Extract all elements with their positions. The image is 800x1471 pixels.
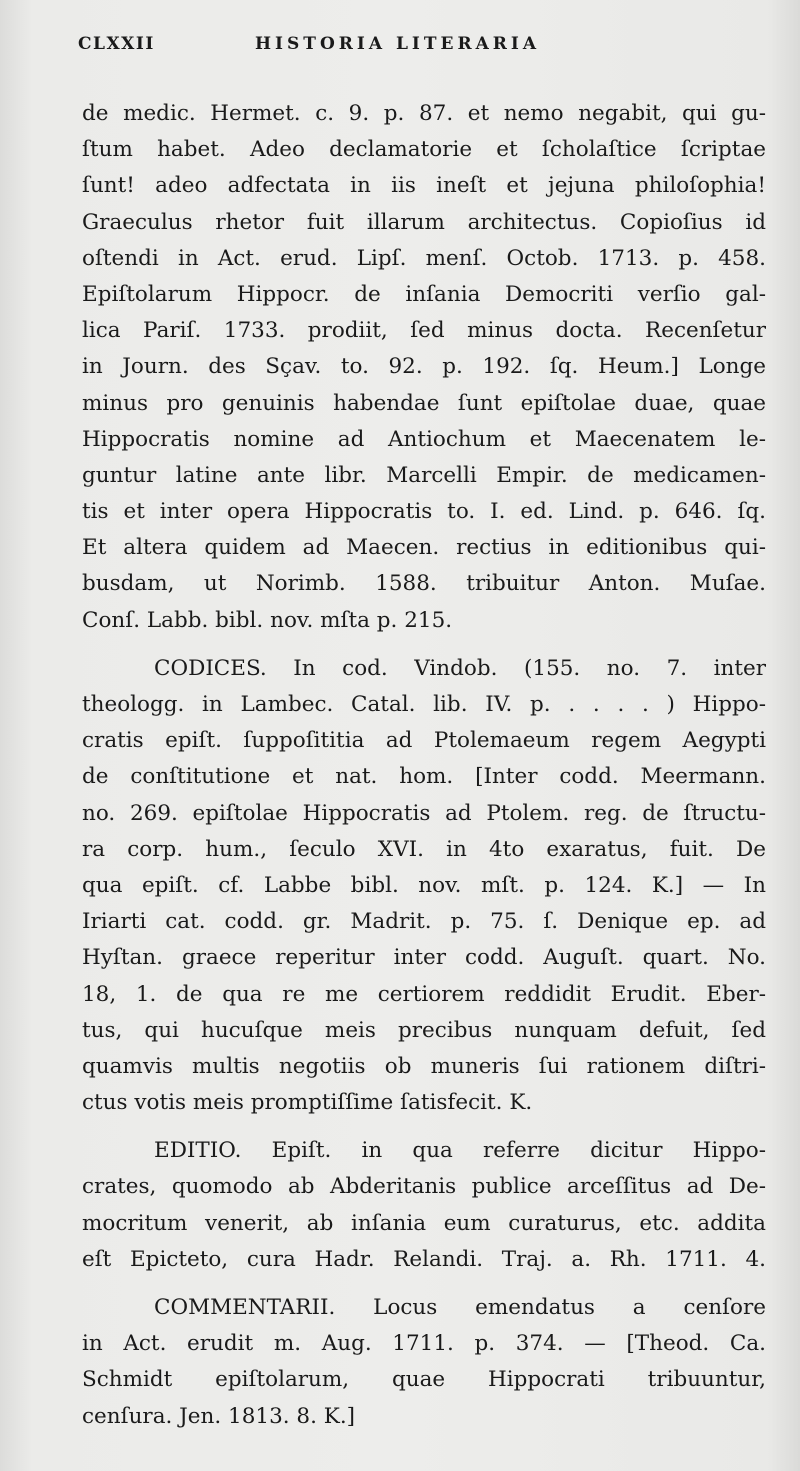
text-line: Et altera quidem ad Maecen. rectius in editionibus qui- xyxy=(82,535,766,561)
text-line: guntur latine ante libr. Marcelli Empir. de medicamen- xyxy=(82,462,766,488)
text-line: cenſura. Jen. 1813. 8. K.] xyxy=(82,1403,356,1429)
text-line: busdam, ut Norimb. 1588. tribuitur Anton. Muſae. xyxy=(82,571,766,597)
text-line: Iriarti cat. codd. gr. Madrit. p. 75. ſ. Denique ep. ad xyxy=(82,909,766,935)
text-line: ra corp. hum., ſeculo XVI. in 4to exaratus, fuit. De xyxy=(82,836,766,862)
text-line: CODICES. In cod. Vindob. (155. no. 7. inter xyxy=(154,655,766,681)
text-line: minus pro genuinis habendae ſunt epiſtolae duae, quae xyxy=(82,390,766,416)
text-line: quamvis multis negotiis ob muneris ſui rationem diſtri- xyxy=(82,1053,766,1079)
text-line: theologg. in Lambec. Catal. lib. IV. p. . . . . ) Hippo- xyxy=(82,692,766,717)
body-text xyxy=(82,96,766,1435)
paragraph-codices xyxy=(82,651,766,1121)
page-number: CLXXII xyxy=(78,34,155,54)
text-line: Hyſtan. graece reperitur inter codd. Auguſt. quart. No. xyxy=(82,945,766,971)
text-line: Epiſtolarum Hippocr. de inſania Democriti verſio gal- xyxy=(82,281,766,307)
paragraph-commentarii xyxy=(82,1290,766,1435)
text-line: ctus votis meis promptiſſime ſatisfecit. K. xyxy=(82,1090,533,1116)
text-line: ſunt! adeo adfectata in iis ineſt et jejuna philoſophia! xyxy=(82,173,766,199)
text-line: Hippocratis nomine ad Antiochum et Maecenatem le- xyxy=(82,426,766,452)
text-line: cratis epiſt. ſuppoſititia ad Ptolemaeum regem Aegypti xyxy=(82,728,766,754)
text-line: tus, qui hucuſque meis precibus nunquam defuit, ſed xyxy=(82,1017,766,1043)
text-line: tis et inter opera Hippocratis to. I. ed. Lind. p. 646. ſq. xyxy=(82,499,766,525)
text-line: COMMENTARII. Locus emendatus a cenſore xyxy=(154,1295,766,1320)
text-line: Conſ. Labb. bibl. nov. mſta p. 215. xyxy=(82,607,453,633)
text-line: ſtum habet. Adeo declamatorie et ſcholaſtice ſcriptae xyxy=(82,137,766,163)
text-line: de conſtitutione et nat. hom. [Inter codd. Meermann. xyxy=(82,764,766,790)
text-line: eſt Epicteto, cura Hadr. Relandi. Traj. a. Rh. 1711. 4. xyxy=(82,1246,766,1272)
text-line: in Act. erudit m. Aug. 1711. p. 374. — [Theod. Ca. xyxy=(82,1331,766,1357)
paragraph-intro xyxy=(82,96,766,639)
text-line: 18, 1. de qua re me certiorem reddidit Erudit. Eber- xyxy=(82,981,766,1007)
paragraph-editio xyxy=(82,1133,766,1278)
text-line: Graeculus rhetor fuit illarum architectus. Copioſius id xyxy=(82,209,766,235)
text-line: qua epiſt. cf. Labbe bibl. nov. mſt. p. 124. K.] — In xyxy=(82,872,766,898)
text-line: no. 269. epiſtolae Hippocratis ad Ptolem. reg. de ſtructu- xyxy=(82,800,766,826)
text-line: Schmidt epiſtolarum, quae Hippocrati tribuuntur, xyxy=(82,1367,766,1393)
text-line: crates, quomodo ab Abderitanis publice arceſſitus ad De- xyxy=(82,1174,766,1200)
text-line: de medic. Hermet. c. 9. p. 87. et nemo negabit, qui gu- xyxy=(82,101,766,126)
text-line: mocritum venerit, ab inſania eum curaturus, etc. addita xyxy=(82,1210,766,1236)
text-line: EDITIO. Epiſt. in qua referre dicitur Hippo- xyxy=(154,1138,766,1164)
running-title: HISTORIA LITERARIA xyxy=(255,34,541,54)
page-header xyxy=(78,34,768,64)
text-line: in Journ. des Sçav. to. 92. p. 192. ſq. Heum.] Longe xyxy=(82,354,766,380)
text-line: oſtendi in Act. erud. Lipſ. menſ. Octob. 1713. p. 458. xyxy=(82,245,766,271)
text-line: lica Pariſ. 1733. prodiit, ſed minus docta. Recenſetur xyxy=(82,318,766,344)
